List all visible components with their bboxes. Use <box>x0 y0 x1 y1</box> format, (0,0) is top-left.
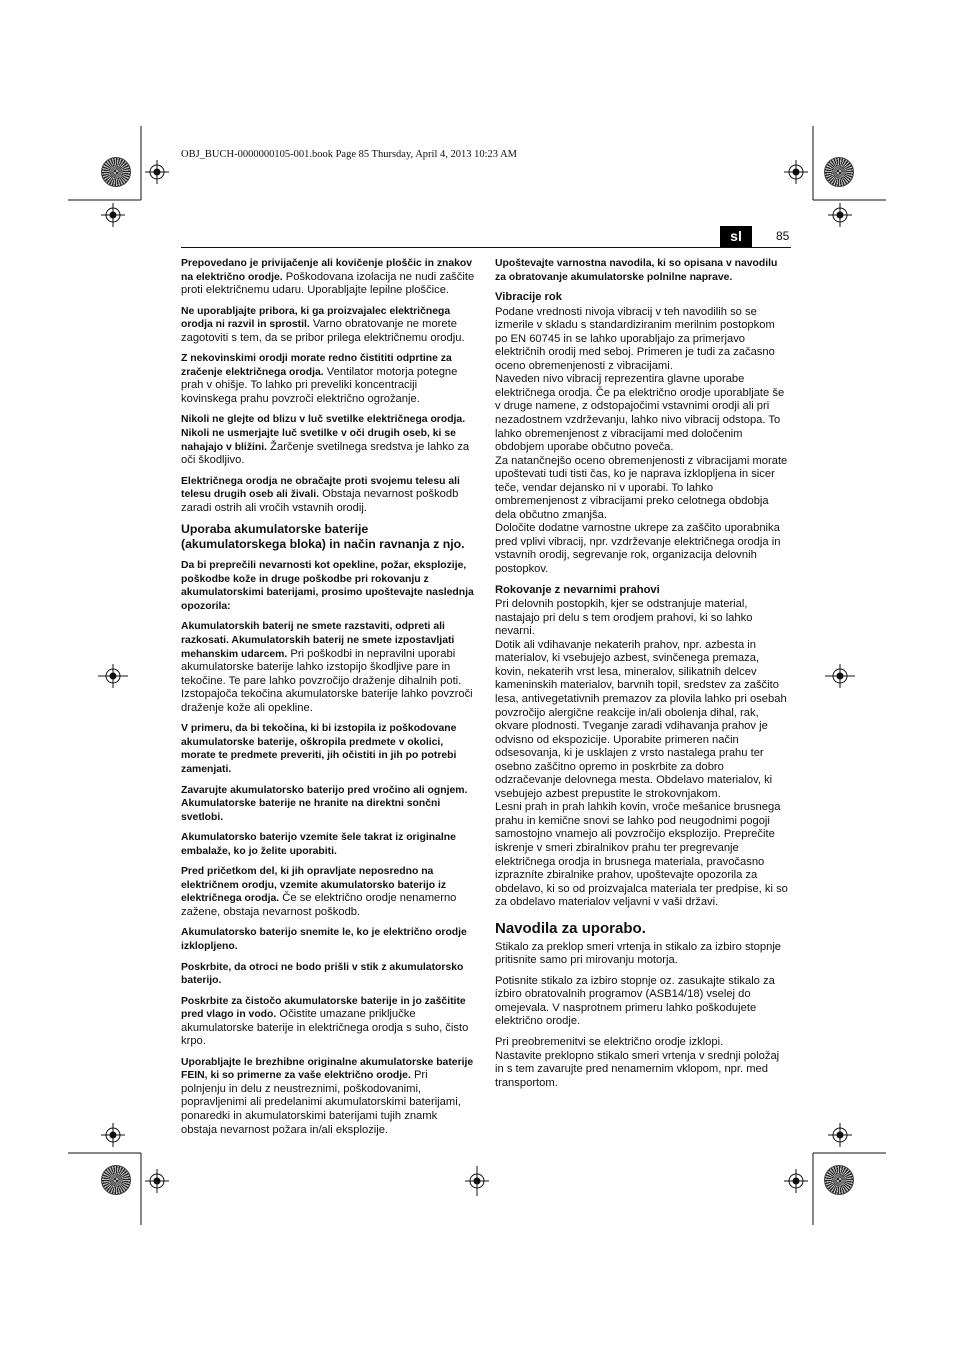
paragraph: Nikoli ne glejte od blizu v luč svetilke električnega orodja. Nikoli ne usmerjajte luč svetilke v oči drugih oseb, ki se nahajajo v bližini. Žarčenje svetilnega sredstva je lahko za oči škodljivo. <box>181 414 470 467</box>
section-heading-dust: Rokovanje z nevarnimi prahovi <box>495 583 660 596</box>
paragraph: Pred pričetkom del, ki jih opravljate neposredno na električnem orodju, vzemite akumulatorsko baterijo iz električnega orodja. Če se električno orodje nenamerno zažene, obstaja nevarnost poškodb. <box>181 866 457 918</box>
paragraph: Električnega orodja ne obračajte proti svojemu telesu ali telesu drugih oseb ali živali. Obstaja nevarnost poškodb zaradi ostrih ali vročih vstavnih orodij. <box>181 475 460 514</box>
section-heading-instructions: Navodila za uporabo. <box>495 919 646 937</box>
paragraph: Prepovedano je privijačenje ali kovičenje ploščic in znakov na električno orodje. Poškodovana izolacija ne nudi zaščite proti električnemu udaru. Uporabljajte lepilne ploščice. <box>181 258 475 297</box>
paragraph: Zavarujte akumulatorsko baterijo pred vročino ali ognjem. Akumulatorske baterije ne hranite na direktni sončni svetlobi. <box>181 784 468 823</box>
paragraph: Stikalo za preklop smeri vrtenja in stikalo za izbiro stopnje pritisnite samo pri mirovanju motorja. <box>495 940 782 967</box>
paragraph: Naveden nivo vibracij reprezentira glavne uporabe električnega orodja. Če pa električno orodje uporabljate še v druge namene, z odstopajočimi vstavnimi orodji ali pri nezadostnem vzdrževanju, lahko nivo vibracij odstopa. To lahko obremenjenost z vibracijami med določenim obdobjem uporabe občutno poveča. <box>495 373 785 454</box>
print-file-info: OBJ_BUCH-0000000105-001.book Page 85 Thursday, April 4, 2013 10:23 AM <box>181 149 517 160</box>
language-tab: sl <box>720 226 752 247</box>
paragraph: Pri preobremenitvi se električno orodje izklopi. <box>495 1035 724 1048</box>
paragraph: Poskrbite za čistočo akumulatorske baterije in jo zaščitite pred vlago in vodo. Očistite umazane priključke akumulatorske baterije in električnega orodja s suho, čisto krpo. <box>181 995 469 1048</box>
paragraph: Da bi preprečili nevarnosti kot opekline, požar, eksplozije, poškodbe kože in druge poškodbe pri rokovanju z akumulatorskimi baterijami, prosimo upoštevajte naslednja opozorila: <box>181 560 474 612</box>
paragraph: Uporabljajte le brezhibne originalne akumulatorske baterije FEIN, ki so primerne za vaše električno orodje. Pri polnjenju in delu z neustreznimi, poškodovanimi, popravljenimi ali predelanimi akumulatorskimi baterijami, ponaredki in akumulatorskimi baterijami tujih znamk obstaja nevarnost požara in/ali eksplozije. <box>181 1056 474 1136</box>
charger-note: Upoštevajte varnostna navodila, ki so opisana v navodilu za obratovanje akumulatorske polnilne naprave. <box>495 258 778 283</box>
paragraph: Za natančnejšo oceno obremenjenosti z vibracijami morate upoštevati tudi tisti čas, ko je naprava izklopljena in sicer teče, vendar dejansko ni v uporabi. To lahko ombremenjenost z vibracijami preko celotnega obdobja dela občutno zmanjša. <box>495 454 788 521</box>
paragraph: Akumulatorsko baterijo vzemite šele takrat iz originalne embalaže, ko jo želite uporabiti. <box>181 832 456 857</box>
paragraph: Akumulatorsko baterijo snemite le, ko je električno orodje izklopljeno. <box>181 927 467 952</box>
paragraph: Podane vrednosti nivoja vibracij v teh navodilih so se izmerile v skladu s standardiziranim merilnim postopkom po EN 60745 in se lahko uporabljajo za primerjavo električnih orodij med seboj. Primeren je tudi za začasno oceno obremenjenosti z vibracijami. <box>495 305 775 372</box>
page-number: 85 <box>776 229 790 243</box>
paragraph: Nastavite preklopno stikalo smeri vrtenja v srednji položaj in s tem zavarujte pred nenamernim vklopom, npr. med transportom. <box>495 1049 780 1089</box>
paragraph: Potisnite stikalo za izbiro stopnje oz. zasukajte stikalo za izbiro obratovalnih programov (ASB14/18) vselej do omejevala. V nasprotnem primeru lahko poškodujete električno orodje. <box>495 974 775 1028</box>
left-column <box>181 257 475 1144</box>
paragraph: Lesni prah in prah lahkih kovin, vroče mešanice brusnega prahu in kemične snovi se lahko pod neugodnimi pogoji samostojno vnamejo ali povzročijo eksplozijo. Preprečite iskrenje v smeri zbiralnikov prahu ter pregrevanje električnega orodja in brusnega materiala, pravočasno izprazníte zbiralnike prahov, upoštevajte opozorila za obdelavo, ki so od proizvajalca materiala ter predpise, ki so za obdelavo materialov veljavni v vaši državi. <box>495 801 788 909</box>
right-column <box>495 257 789 1097</box>
section-heading-vibration: Vibracije rok <box>495 291 562 304</box>
paragraph: Ne uporabljajte pribora, ki ga proizvajalec električnega orodja ni razvil in sprostil. Varno obratovanje ne morete zagotoviti s tem, da se pribor prilega električnemu orodju. <box>181 305 465 344</box>
paragraph: Z nekovinskimi orodji morate redno čistititi odprtine za zračenje električnega orodja. Ventilator motorja potegne prah v ohišje. To lahko pri preveliki koncentraciji kovinskega prahu povzroči električno ogrožanje. <box>181 353 458 405</box>
paragraph: Dotik ali vdihavanje nekaterih prahov, npr. azbesta in materialov, ki vsebujejo azbest, svinčenega premaza, kovin, nekaterih vrst lesa, mineralov, silikatnih delcev kameninskih materialov, barvnih topil, sredstev za zaščito lesa, antivegetativnih premazov za plovila lahko pri osebah povzročijo alergične reakcije in/ali obolenja dihal, rak, okvare plodnosti. Tveganje zaradi vdihavanja prahov je odvisno od ekspozicije. Uporabite primeren način odsesovanja, ki je usklajen z vrsto nastalega prahu ter osebno zaščitno opremo in poskrbite za dobro odzračevanje delovnega mesta. Obdelavo materialov, ki vsebujejo azbest prepustite le strokovnjakom. <box>495 638 787 800</box>
paragraph: Poskrbite, da otroci ne bodo prišli v stik z akumulatorsko baterijo. <box>181 961 464 987</box>
section-heading-battery: Uporaba akumulatorske baterije (akumulatorskega bloka) in način ravnanja z njo. <box>181 522 465 551</box>
paragraph: V primeru, da bi tekočina, ki bi izstopila iz poškodovane akumulatorske baterije, oškropila predmete v okolici, morate te predmete preveriti, jih očistiti in jih po potrebi zamenjati. <box>181 723 457 775</box>
paragraph: Akumulatorskih baterij ne smete razstaviti, odpreti ali razkosati. Akumulatorskih baterij ne smete izpostavljati mehanskim udarcem. Pri poškodbi in nepravilni uporabi akumulatorske baterije lahko izstopijo škodljive pare in tekočine. Te pare lahko povzročijo draženje dihalnih poti. Izstopajoča tekočina akumulatorske baterije lahko povzroči draženje kože ali opekline. <box>181 621 473 714</box>
header-rule <box>181 247 791 248</box>
paragraph: Pri delovnih postopkih, kjer se odstranjuje material, nastajajo pri delu s tem orodjem prahovi, ki so lahko nevarni. <box>495 598 753 638</box>
paragraph: Določite dodatne varnostne ukrepe za zaščito uporabnika pred vplivi vibracij, npr. vzdrževanje električnega orodja in vstavnih orodij, segrevanje rok, organizacija delovnih postopkov. <box>495 522 781 576</box>
